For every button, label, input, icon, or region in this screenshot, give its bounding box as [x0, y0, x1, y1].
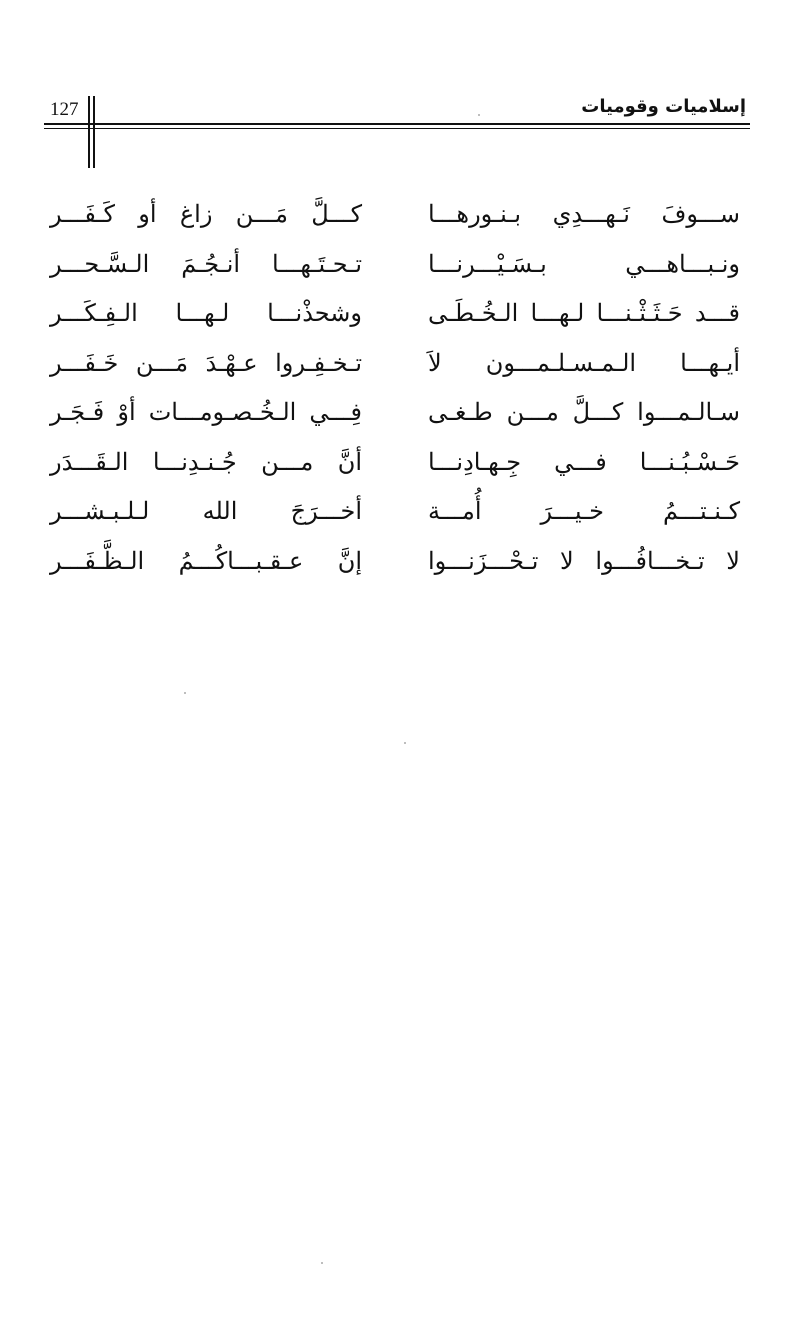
verse-first-hemistich: حَـسْـبُـنـــا فـــي جِـهـادِنـــا [428, 447, 740, 476]
verse [50, 491, 740, 541]
verse [50, 541, 740, 591]
verse-first-hemistich: قـــد حَـثَـثْـنـــا لـهـــا الـخُـطَـى [428, 299, 740, 327]
header-vertical-bar [88, 96, 90, 168]
header-rule [44, 123, 750, 125]
verse-first-hemistich: أيـهـــا الـمـسـلـمـــون لاَ [428, 348, 740, 377]
verse [50, 194, 740, 244]
running-head: إسلاميات وقوميات [581, 96, 746, 117]
verse [50, 293, 740, 343]
page-number: 127 [50, 99, 79, 120]
poem [50, 194, 740, 590]
verse-first-hemistich: ســـوفَ نَـهـــدِي بـنـورهـــا [428, 200, 740, 228]
verse [50, 442, 740, 492]
verse-first-hemistich: ونـبـــاهـــي بـسَـيْـــرنـــا [428, 249, 740, 278]
verse-second-hemistich: وشحذْنـــا لـهـــا الـفِـكَـــر [50, 299, 362, 327]
verse [50, 392, 740, 442]
verse-second-hemistich: تـحـتَـهـــا أنـجُـمَ الـسَّـحـــر [50, 249, 362, 278]
verse-second-hemistich: إنَّ عـقـبـــاكُـــمُ الـظَّـفَـــر [50, 546, 362, 575]
verse-second-hemistich: كـــلَّ مَـــن زاغ أو كَـفَـــر [50, 200, 362, 228]
verse [50, 343, 740, 393]
verse-second-hemistich: فِـــي الـخُـصـومـــات أوْ فَـجَـر [50, 398, 362, 426]
verse-second-hemistich: تـخـفِـروا عـهْـدَ مَـــن خَـفَـــر [50, 348, 362, 377]
verse-second-hemistich: أنَّ مـــن جُـنـدِنـــا الـقَـــدَر [50, 447, 362, 476]
verse-second-hemistich: أخـــرَجَ الله لـلـبـشـــر [50, 497, 362, 525]
verse-first-hemistich: كـنـتـــمُ خـيـــرَ أُمـــة [428, 497, 740, 525]
verse-first-hemistich: لا تـخـــافُـــوا لا تـحْـــزَنـــوا [428, 546, 740, 575]
scan-speck [478, 114, 480, 116]
scan-speck [184, 692, 186, 694]
scan-speck [404, 742, 406, 744]
header-rule-thin [44, 128, 750, 129]
verse-first-hemistich: سـالـمـــوا كـــلَّ مـــن طـغـى [428, 398, 740, 426]
header-vertical-bar [93, 96, 95, 168]
scan-speck [321, 1262, 323, 1264]
verse [50, 244, 740, 294]
